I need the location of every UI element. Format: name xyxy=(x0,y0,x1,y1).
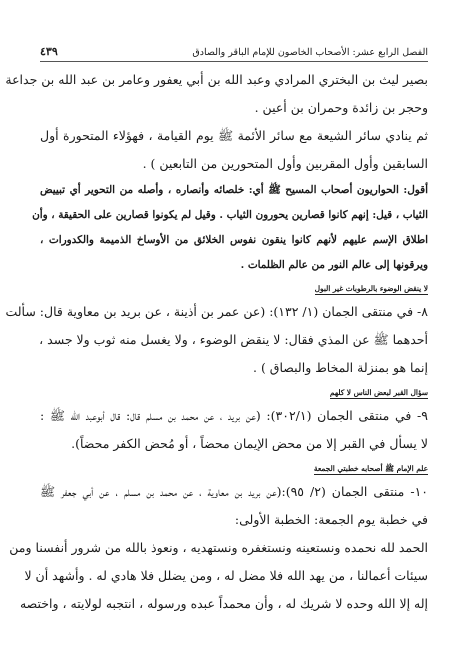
text-line: الحمد لله نحمده ونستعينه ونستغفره ونستهديه ، ونعوذ بالله من شرور أنفسنا ومن xyxy=(9,540,428,555)
text-line: ٩- في منتقى الجمان (٣٠٢/١): (عن بريد ، عن محمد بن مسلم قال: قال أبوعبد الله ﷺ : xyxy=(40,408,428,423)
note-line: ويرقونها إلى عالم النور من عالم الظلمات . xyxy=(240,259,428,271)
header-title: الفصل الرابع عشر: الأصحاب الخاصون للإمام الباقر والصادق xyxy=(192,47,428,58)
note-line: الثياب ، قيل: إنهم كانوا قصارين يحورون الثياب . وقيل لم يكونوا قصارين على الحقيقة ، وأن xyxy=(32,209,428,221)
text-line: بصير ليث بن البختري المرادي وعبد الله بن أبي يعفور وعامر بن عبد الله بن جداعة xyxy=(5,72,428,87)
text-line: ١٠- منتقى الجمان (٢/ ٩٥):(عن بريد بن معاوية ، عن محمد بن مسلم ، عن أبي جعفر ﷺ xyxy=(40,484,428,499)
section-heading xyxy=(40,386,428,402)
body-text xyxy=(5,66,428,618)
section-heading xyxy=(40,462,428,478)
section-heading-text: لا ينقض الوضوء بالرطوبات غير البول xyxy=(314,284,428,293)
text-line: في خطبة يوم الجمعة: الخطبة الأولى: xyxy=(234,512,428,527)
section-heading xyxy=(40,282,428,298)
note-line: اطلاق الإسم عليهم لأنهم كانوا ينقون نفوس الخلائق من الأوساخ الذميمة والكدورات ، xyxy=(40,234,428,246)
text-line: ثم ينادي سائر الشيعة مع سائر الأئمة ﷺ يوم القيامة ، فهؤلاء المتحورة أول xyxy=(40,128,428,143)
text-line: إله إلا الله وحده لا شريك له ، وأن محمداً عبده ورسوله ، انتجبه لولايته ، واختصه xyxy=(19,596,428,611)
text-line: لا يسأل في القبر إلا من محض الإيمان محضاً ، أو مُحض الكفر محضاً). xyxy=(71,436,428,451)
page-number: ٤٣٩ xyxy=(40,45,58,58)
section-heading-text: علم الإمام ﷺ أصحابه خطبتي الجمعة xyxy=(313,464,428,473)
text-line: السابقين وأول المقربين وأول المتحورين من التابعين ) . xyxy=(142,156,428,171)
running-header xyxy=(40,40,428,62)
text-line: وحجر بن زائدة وحمران بن أعين . xyxy=(254,100,428,115)
section-heading-text: سؤال القبر لبعض الناس لا كلهم xyxy=(329,388,428,397)
note-line: أقول: الحواريون أصحاب المسيح ﷺ أي: خلصائه وأنصاره ، وأصله من التحوير أي تبييض xyxy=(40,184,428,196)
text-line: إنما هو بمنزلة المخاط والبصاق ) . xyxy=(253,360,428,375)
text-line: أحدهما ﷺ عن المذي فقال: لا ينقض الوضوء ، ولا يغسل منه ثوب ولا جسد ، xyxy=(39,332,428,347)
text-line: سيئات أعمالنا ، من يهد الله فلا مضل له ، ومن يضلل فلا هادي له . وأشهد أن لا xyxy=(24,568,428,583)
text-line: ٨- في منتقى الجمان (١/ ١٣٢): (عن عمر بن أذينة ، عن بريد بن معاوية قال: سألت xyxy=(5,304,428,319)
